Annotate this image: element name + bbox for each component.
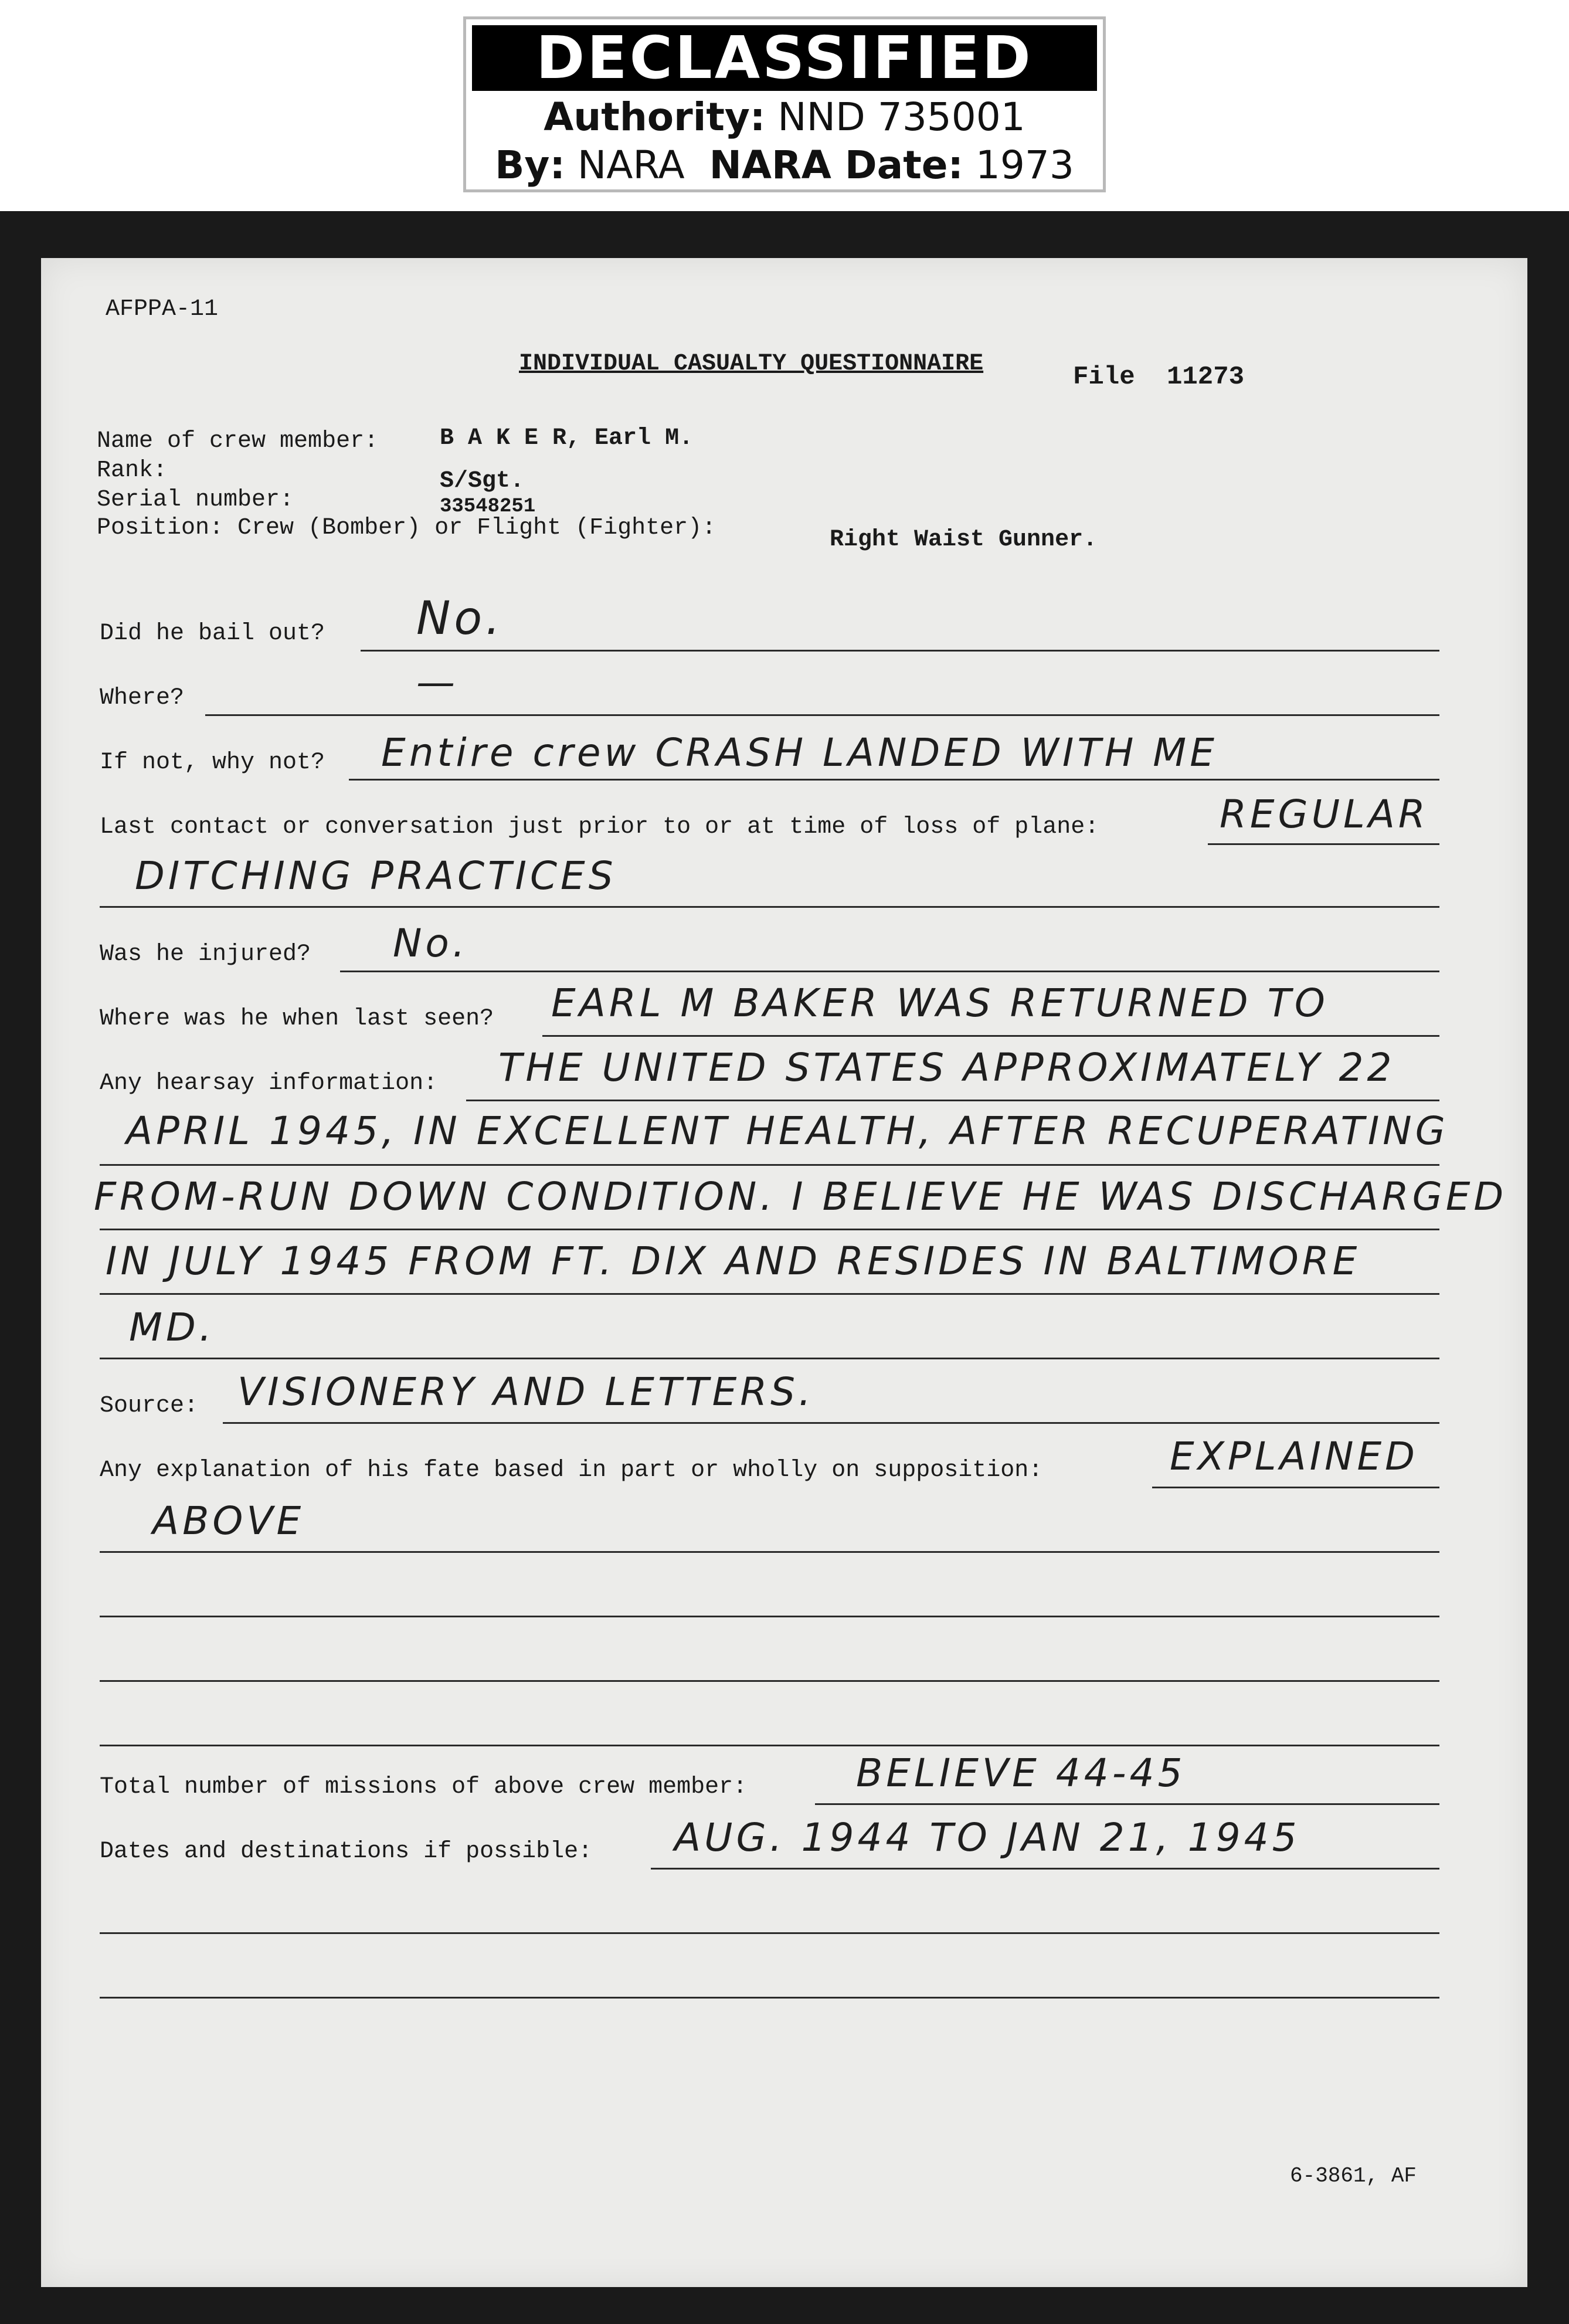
why-label: If not, why not?: [100, 749, 325, 776]
dates-label: Dates and destinations if possible:: [100, 1838, 593, 1865]
stamp-by-value: NARA: [577, 143, 685, 188]
injured-answer: No.: [393, 921, 468, 966]
hearsay-line-4: [100, 1293, 1439, 1295]
stamp-authority: [466, 94, 1103, 140]
file-label: File: [1073, 362, 1135, 392]
hearsay-line-2: [100, 1164, 1439, 1166]
serial-label: Serial number:: [97, 487, 294, 513]
stamp-date-value: 1973: [975, 143, 1074, 188]
source-label: Source:: [100, 1393, 199, 1419]
source-answer: VISIONERY AND LETTERS.: [237, 1369, 815, 1414]
where-answer: —: [416, 660, 459, 705]
bail-answer: No.: [416, 592, 504, 645]
bail-label: Did he bail out?: [100, 620, 325, 647]
stamp-date-label: NARA Date:: [709, 143, 963, 188]
footer-code: 6-3861, AF: [1290, 2164, 1417, 2188]
lastseen-label: Where was he when last seen?: [100, 1006, 494, 1032]
hearsay-answer-3: FROM-RUN DOWN CONDITION. I BELIEVE HE WAS DISCHARGED: [94, 1174, 1507, 1219]
contact-label: Last contact or conversation just prior to or at time of loss of plane:: [100, 814, 1099, 840]
hearsay-line-5: [100, 1358, 1439, 1359]
rank-label: Rank:: [97, 457, 168, 484]
contact-answer-1: REGULAR: [1220, 792, 1429, 837]
explanation-answer-1: EXPLAINED: [1170, 1434, 1418, 1479]
hearsay-line-3: [100, 1229, 1439, 1230]
contact-line-1: [1208, 843, 1439, 845]
hearsay-answer-1: THE UNITED STATES APPROXIMATELY 22: [498, 1045, 1395, 1090]
contact-answer-2: DITCHING PRACTICES: [135, 853, 617, 898]
contact-line-2: [100, 906, 1439, 908]
dates-line-2: [100, 1932, 1439, 1934]
name-value: B A K E R, Earl M.: [440, 425, 694, 452]
injured-label: Was he injured?: [100, 941, 311, 968]
explanation-line-1: [1152, 1487, 1439, 1488]
explanation-line-4: [100, 1680, 1439, 1682]
lastseen-answer: EARL M BAKER WAS RETURNED TO: [551, 981, 1329, 1026]
explanation-line-3: [100, 1616, 1439, 1617]
explanation-label: Any explanation of his fate based in part or wholly on supposition:: [100, 1457, 1043, 1484]
why-line: [349, 779, 1439, 781]
lastseen-line: [542, 1035, 1439, 1037]
hearsay-label: Any hearsay information:: [100, 1070, 438, 1097]
questionnaire-page: [41, 258, 1527, 2287]
where-label: Where?: [100, 685, 185, 711]
injured-line: [340, 971, 1439, 972]
where-line: [205, 714, 1439, 716]
dates-line-3: [100, 1997, 1439, 1999]
dates-line: [651, 1868, 1439, 1870]
bail-line: [361, 650, 1439, 652]
form-title: INDIVIDUAL CASUALTY QUESTIONNAIRE: [519, 351, 984, 377]
hearsay-answer-5: MD.: [129, 1305, 215, 1350]
form-code: AFPPA-11: [106, 296, 219, 323]
source-line: [223, 1422, 1439, 1424]
stamp-title: DECLASSIFIED: [472, 25, 1097, 91]
explanation-answer-2: ABOVE: [152, 1498, 305, 1543]
position-label: Position: Crew (Bomber) or Flight (Fighter):: [97, 515, 716, 541]
declassified-stamp: [463, 16, 1106, 192]
position-value: Right Waist Gunner.: [830, 527, 1098, 553]
stamp-by-label: By:: [495, 143, 565, 188]
missions-answer: BELIEVE 44-45: [856, 1750, 1186, 1796]
missions-label: Total number of missions of above crew member:: [100, 1774, 748, 1800]
dates-answer: AUG. 1944 TO JAN 21, 1945: [674, 1815, 1300, 1860]
stamp-authority-label: Authority:: [544, 94, 766, 140]
missions-line: [815, 1803, 1439, 1805]
stamp-by-date: [466, 143, 1103, 188]
stamp-authority-value: NND 735001: [777, 94, 1025, 140]
rank-value: S/Sgt.: [440, 468, 525, 494]
hearsay-line-1: [466, 1100, 1439, 1101]
explanation-line-2: [100, 1551, 1439, 1553]
explanation-line-5: [100, 1745, 1439, 1746]
name-label: Name of crew member:: [97, 428, 379, 454]
serial-value: 33548251: [440, 496, 536, 518]
hearsay-answer-4: IN JULY 1945 FROM FT. DIX AND RESIDES IN BALTIMORE: [106, 1239, 1361, 1284]
file-number: 11273: [1167, 362, 1245, 392]
why-answer: Entire crew CRASH LANDED WITH ME: [381, 730, 1218, 775]
hearsay-answer-2: APRIL 1945, IN EXCELLENT HEALTH, AFTER RECUPERATING: [126, 1108, 1449, 1153]
